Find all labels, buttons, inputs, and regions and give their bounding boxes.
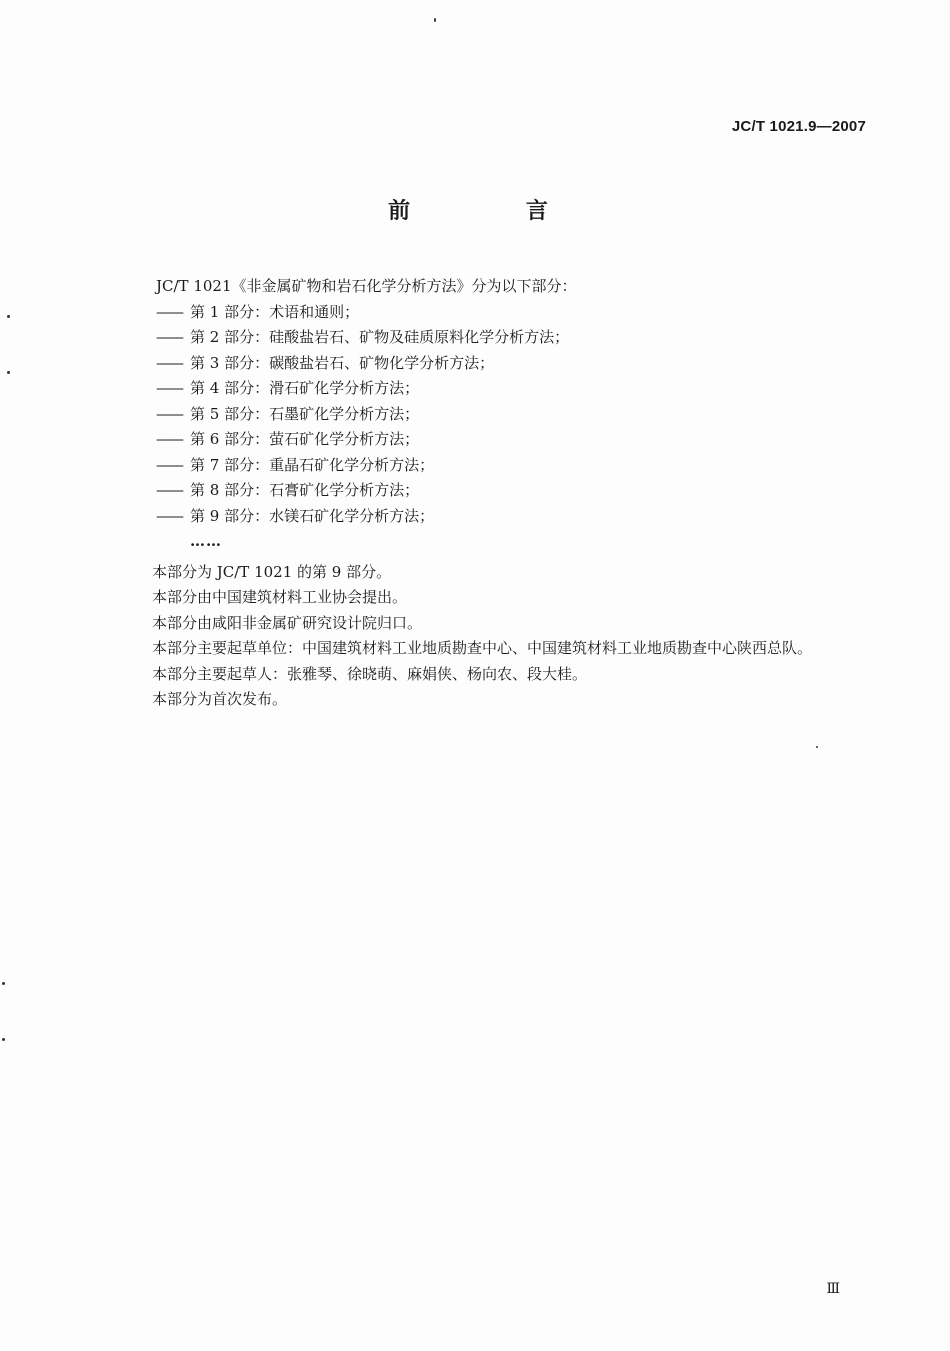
part-item-7 (118, 453, 868, 479)
part-label: 第 3 部分：碳酸盐岩石、矿物化学分析方法； (190, 353, 495, 372)
paragraph-drafting-units: 本部分主要起草单位：中国建筑材料工业地质勘查中心、中国建筑材料工业地质勘查中心陕西总队。 (152, 639, 813, 657)
scan-speck (816, 746, 818, 748)
part-item-4 (118, 376, 868, 402)
scan-speck (2, 982, 5, 985)
part-label: 第 5 部分：石墨矿化学分析方法； (190, 404, 420, 423)
part-label: 第 8 部分：石膏矿化学分析方法； (190, 481, 420, 499)
part-item-3 (118, 351, 868, 377)
dash: —— (156, 455, 182, 474)
dash: —— (156, 353, 182, 372)
part-label: 第 9 部分：水镁石矿化学分析方法； (190, 506, 435, 525)
page-number: Ⅲ (826, 1281, 840, 1297)
dash: —— (156, 379, 182, 397)
dash: —— (156, 404, 182, 423)
part-label: 第 1 部分：术语和通则； (190, 302, 360, 321)
paragraph-proposed-by: 本部分由中国建筑材料工业协会提出。 (152, 588, 408, 606)
dash: —— (156, 302, 182, 321)
part-item-5 (118, 402, 868, 428)
scan-speck (2, 1038, 5, 1041)
paragraph-first-issue: 本部分为首次发布。 (152, 690, 288, 708)
page-title: 前 言 (388, 199, 602, 224)
paragraph-drafters: 本部分主要起草人：张雅琴、徐晓萌、麻娟侠、杨向农、段大桂。 (152, 664, 588, 683)
part-item-6 (118, 427, 868, 453)
part-item-8 (118, 478, 868, 504)
part-item-2 (118, 325, 868, 351)
standard-code: JC/T 1021.9—2007 (731, 118, 866, 135)
part-label: 第 2 部分：硅酸盐岩石、矿物及硅质原料化学分析方法； (190, 328, 570, 346)
paragraph-centralized-by: 本部分由咸阳非金属矿研究设计院归口。 (152, 613, 423, 632)
part-label: 第 4 部分：滑石矿化学分析方法； (190, 379, 420, 397)
part-item-9 (118, 504, 868, 530)
foreword-body (118, 274, 868, 713)
part-label: 第 6 部分：萤石矿化学分析方法； (190, 430, 420, 448)
dash: —— (156, 481, 182, 499)
part-item-1 (118, 300, 868, 326)
scan-speck (434, 18, 436, 22)
dash: —— (156, 506, 182, 525)
dash: —— (156, 430, 182, 448)
ellipsis: …… (190, 532, 222, 550)
scan-speck (7, 315, 10, 318)
scan-speck (7, 371, 10, 374)
paragraph-part-number: 本部分为 JC/T 1021 的第 9 部分。 (152, 562, 392, 581)
intro-line: JC/T 1021《非金属矿物和岩石化学分析方法》分为以下部分： (156, 277, 577, 295)
part-label: 第 7 部分：重晶石矿化学分析方法； (190, 455, 435, 474)
dash: —— (156, 328, 182, 346)
